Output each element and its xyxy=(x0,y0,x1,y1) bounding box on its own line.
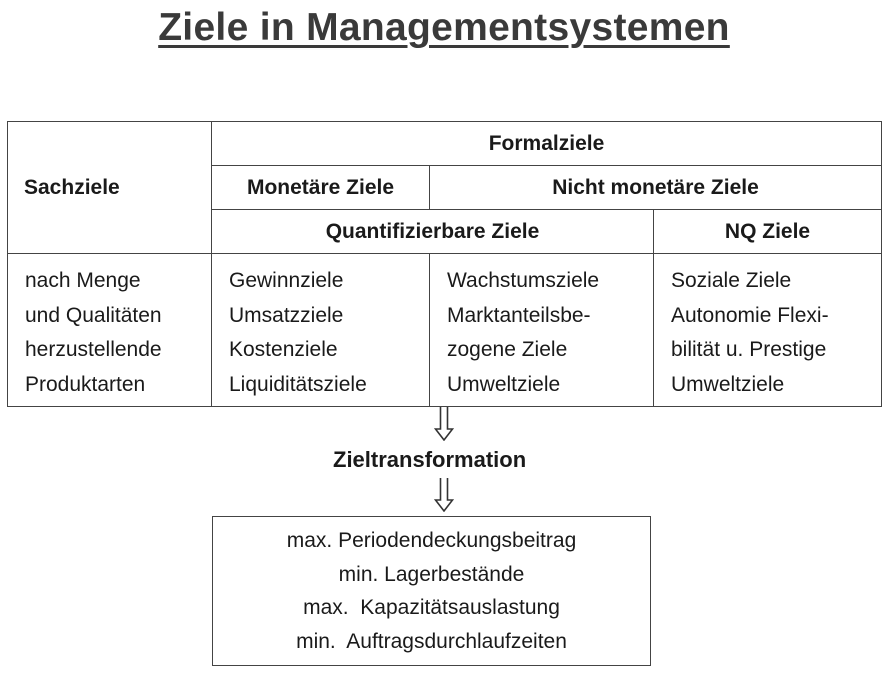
cell-line: nach Menge xyxy=(25,269,141,292)
cell-line: herzustellende xyxy=(25,338,162,361)
result-box xyxy=(212,516,651,666)
cell-line: zogene Ziele xyxy=(447,338,568,361)
cell-line: Marktanteilsbe- xyxy=(447,303,591,327)
sachziele-header: Sachziele xyxy=(8,122,212,254)
zieltransformation-label: Zieltransformation xyxy=(333,447,527,472)
double-arrow-down-icon xyxy=(434,407,454,441)
result-line: max. Kapazitätsauslastung xyxy=(303,596,560,619)
nq-ziele-header: NQ Ziele xyxy=(654,210,882,254)
monetaere-ziele-header: Monetäre Ziele xyxy=(212,166,430,210)
nicht-monetaere-ziele-header: Nicht monetäre Ziele xyxy=(430,166,882,210)
quantifizierbare-nicht-monetaere-cell xyxy=(430,254,654,407)
cell-line: Kostenziele xyxy=(229,338,338,361)
formalziele-header: Formalziele xyxy=(212,122,882,166)
cell-line: Umweltziele xyxy=(447,372,561,396)
page-title: Ziele in Managementsystemen xyxy=(158,6,730,49)
cell-line: Autonomie Flexi- xyxy=(671,303,829,327)
cell-line: Umweltziele xyxy=(671,372,785,396)
goals-table xyxy=(7,121,882,407)
cell-line: und Qualitäten xyxy=(25,303,162,327)
monetaere-ziele-cell xyxy=(212,254,430,407)
result-line: min. Lagerbestände xyxy=(338,562,525,586)
result-line: min. Auftragsdurchlaufzeiten xyxy=(296,629,567,653)
sachziele-cell xyxy=(8,254,212,407)
result-line: max. Periodendeckungsbeitrag xyxy=(286,529,577,552)
cell-line: Umsatzziele xyxy=(229,303,344,327)
cell-line: Liquiditätsziele xyxy=(229,372,367,396)
cell-line: Wachstumsziele xyxy=(447,269,600,292)
quantifizierbare-ziele-header: Quantifizierbare Ziele xyxy=(212,210,654,254)
nq-ziele-cell xyxy=(654,254,882,407)
cell-line: bilität u. Prestige xyxy=(671,338,827,361)
cell-line: Soziale Ziele xyxy=(671,269,792,292)
double-arrow-down-icon xyxy=(434,478,454,512)
cell-line: Produktarten xyxy=(25,372,146,396)
cell-line: Gewinnziele xyxy=(229,269,344,292)
